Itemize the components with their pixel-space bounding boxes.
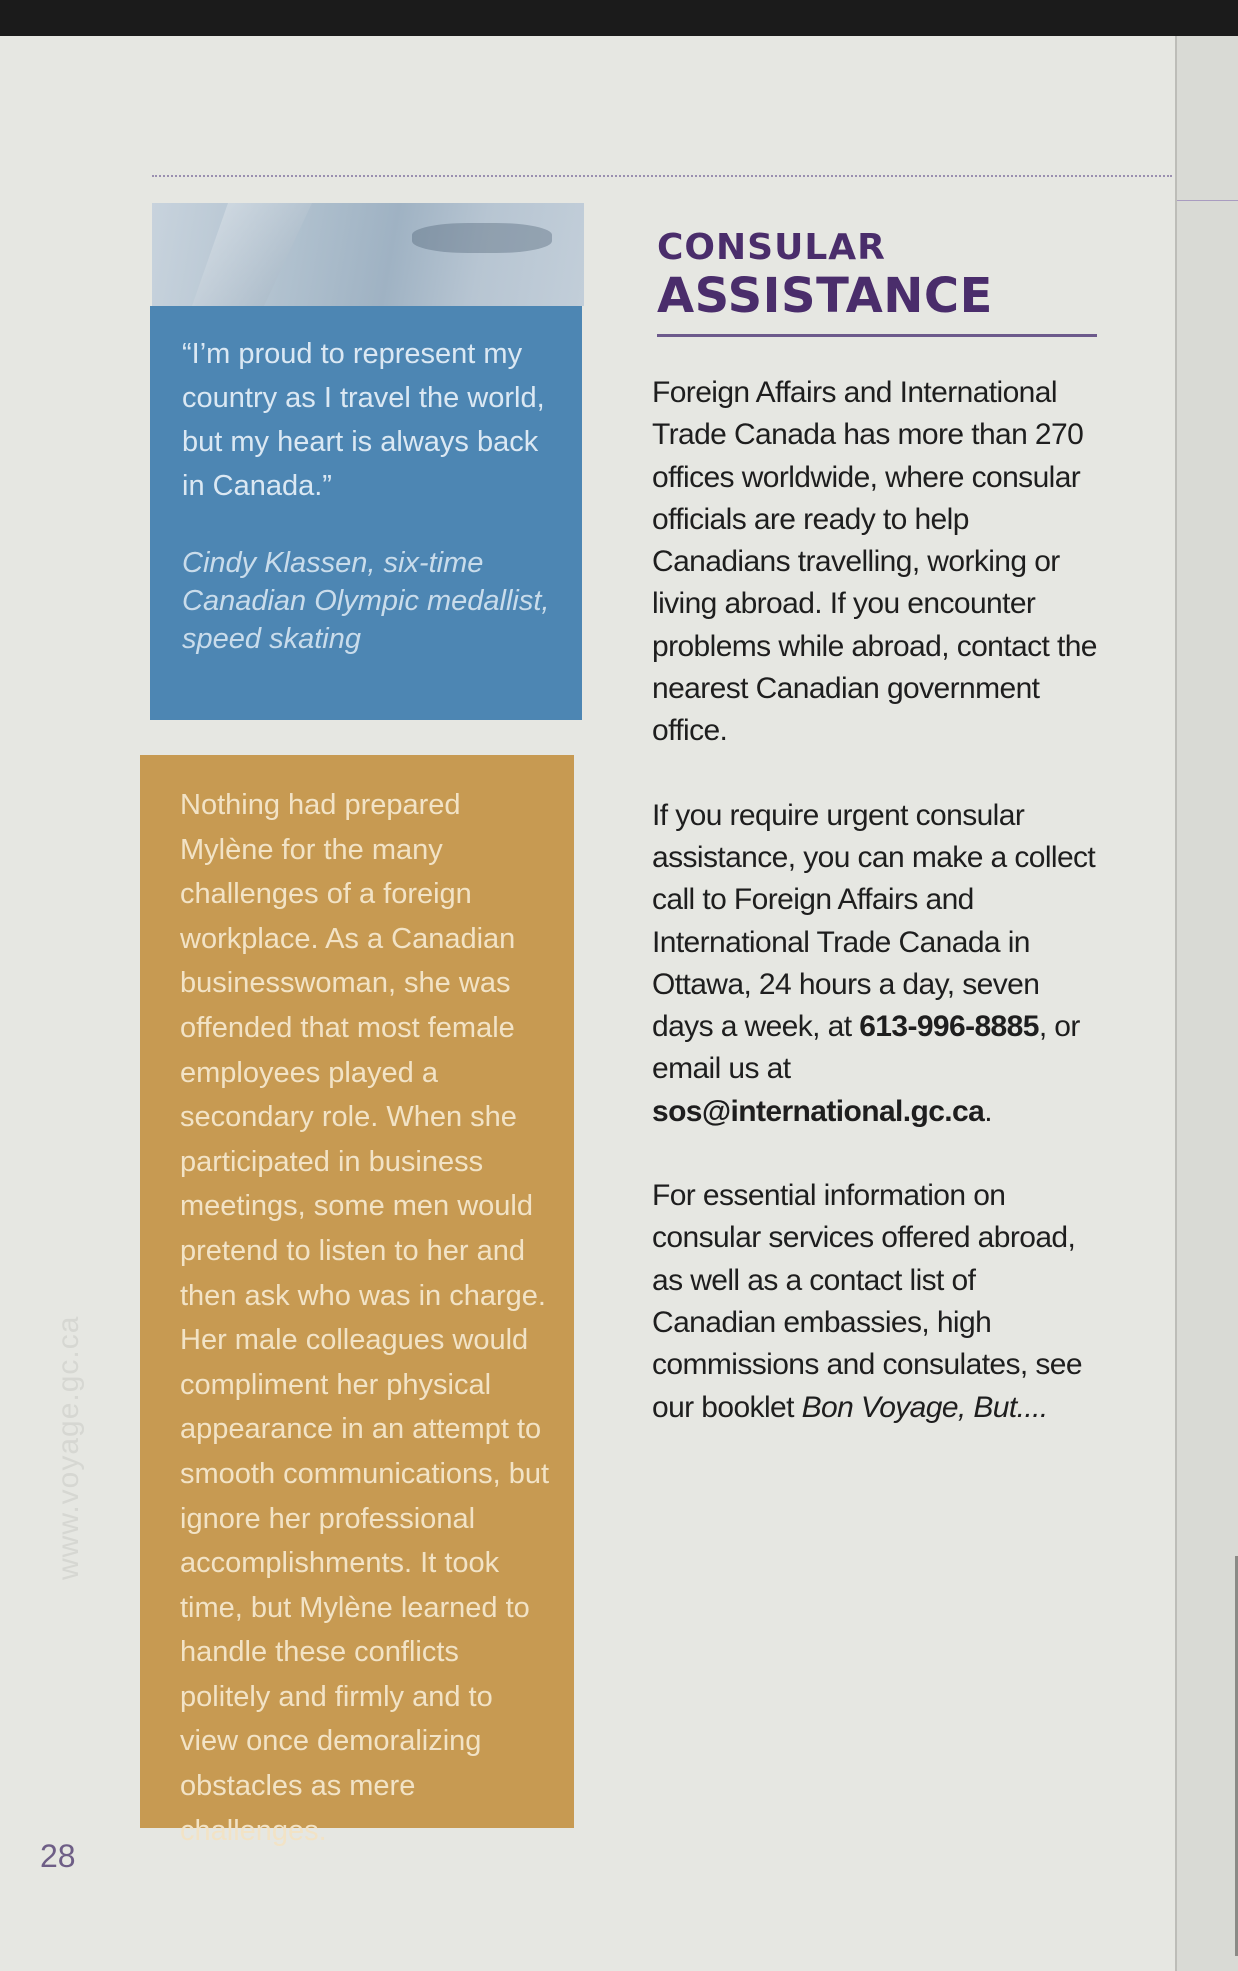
body-column bbox=[652, 372, 1102, 1471]
top-dotted-rule bbox=[152, 175, 1172, 177]
section-heading bbox=[657, 227, 993, 324]
heading-line-1: CONSULAR bbox=[657, 227, 886, 268]
photo-goggles bbox=[412, 223, 552, 253]
facing-page-rule bbox=[1177, 200, 1238, 201]
p2-text-a: If you require urgent consular assistance, you can make a collect call to Foreign Affairs and International Trade Canada in Ottawa, 24 hours a day, seven days a week, at bbox=[652, 798, 1096, 1044]
page-number: 28 bbox=[40, 1838, 76, 1874]
quote-attribution: Cindy Klassen, six-time Canadian Olympic medallist, speed skating bbox=[182, 547, 550, 655]
p3-text-a: For essential information on consular services offered abroad, as well as a contact list of Canadian embassies, high commissions and consulates, see our booklet bbox=[652, 1179, 1082, 1424]
story-box bbox=[140, 755, 574, 1847]
body-paragraph-2 bbox=[652, 795, 1102, 1133]
skater-photo bbox=[152, 203, 584, 306]
photo-highlight bbox=[192, 203, 312, 306]
booklet-title: Bon Voyage, But.... bbox=[801, 1390, 1048, 1424]
emergency-email: sos@international.gc.ca bbox=[652, 1094, 985, 1128]
sidebar-url: www.voyage.gc.ca bbox=[52, 1315, 85, 1580]
quote-text: “I’m proud to represent my country as I travel the world, but my heart is always back in Canada.” bbox=[182, 338, 545, 502]
heading-line-2: ASSISTANCE bbox=[657, 268, 993, 324]
quote-box bbox=[150, 306, 582, 720]
body-paragraph-3 bbox=[652, 1175, 1102, 1429]
p2-text-b: , or email us at bbox=[652, 1010, 1080, 1086]
emergency-phone: 613-996-8885 bbox=[859, 1010, 1039, 1044]
heading-rule bbox=[657, 334, 1097, 337]
facing-page-edge bbox=[1175, 36, 1238, 1971]
story-text: Nothing had prepared Mylène for the many challenges of a foreign workplace. As a Canadian businesswoman, she was offended that most female employees played a secondary role. When she participated in business meetings, some men would pretend to listen to her and then ask who was in charge. Her male colleagues would compliment her physical appearance in an attempt to smooth communications, but ignore her professional accomplishments. It took time, but Mylène learned to handle these conflicts politely and firmly and to view once demoralizing obstacles as mere challenges. bbox=[180, 789, 550, 1847]
p2-text-c: . bbox=[984, 1094, 992, 1128]
body-paragraph-1: Foreign Affairs and International Trade Canada has more than 270 offices worldwide, where consular officials are ready to help Canadians travelling, working or living abroad. If you encounter problems while abroad, contact the nearest Canadian government office. bbox=[652, 376, 1097, 748]
